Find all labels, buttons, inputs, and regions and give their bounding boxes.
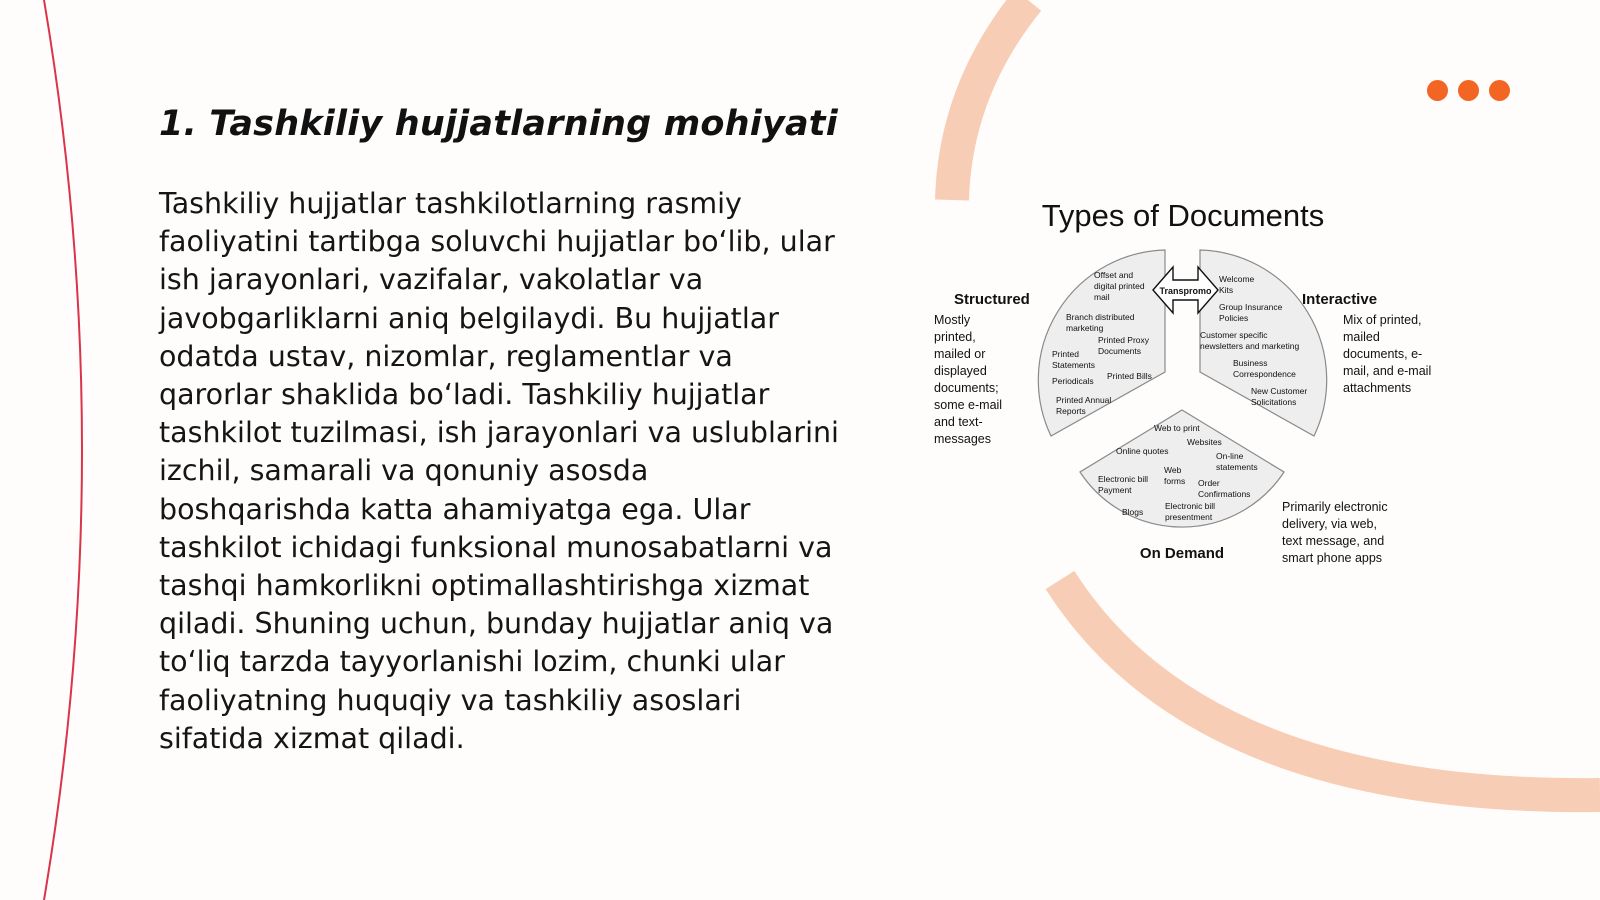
interactive-description [1343,313,1431,395]
desc-line: messages [934,432,991,446]
three-dots-icon[interactable] [1427,80,1510,101]
wedge-item: Periodicals [1052,376,1094,386]
desc-line: some e-mail [934,398,1003,412]
desc-line: Mix of printed, [1343,313,1422,327]
desc-line: mailed [1343,330,1380,344]
wedge-item: Solicitations [1251,397,1297,407]
desc-line: printed, [934,330,976,344]
structured-label: Structured [954,291,1030,308]
wedge-item: Statements [1052,360,1095,370]
wedge-item: Branch distributed [1066,312,1135,322]
wedge-item: Blogs [1122,507,1144,517]
slide-body-text: Tashkiliy hujjatlar tashkilotlarning rasmiy faoliyatini tartibga soluvchi hujjatlar bo‘lib, ular ish jarayonlari, vazifalar, vakolatlar va javobgarliklarni aniq belgilaydi. Bu hujjatlar odatda ustav, nizomlar, reglamentlar va qarorlar shaklida bo‘ladi. Tashkiliy hujjatlar tashkilot tuzilmasi, ish jarayonlari va uslublarini izchil, samarali va qonuniy asosda boshqarishda katta ahamiyatga ega. Ular tashkilot ichidagi funksional munosabatlarni va tashqi hamkorlikni optimallashtirishga xizmat qiladi. Shuning uchun, bunday hujjatlar aniq va to‘liq tarzda tayyorlanishi lozim, chunki ular faoliyatning huquqiy va tashkiliy asoslari sifatida xizmat qiladi. [159,187,839,755]
diagram-title: Types of Documents [1041,198,1325,233]
on-demand-label: On Demand [1139,545,1225,562]
transpromo-label: Transpromo [1159,286,1212,296]
desc-line: attachments [1343,381,1412,395]
wedge-item: Documents [1098,346,1141,356]
wedge-item: Printed Bills [1107,371,1152,381]
wedge-item: Electronic bill [1165,501,1216,511]
dot-icon [1458,80,1479,101]
wedge-item: Group Insurance [1219,302,1283,312]
dot-icon [1427,80,1448,101]
wedge-item: Printed Annual [1056,395,1112,405]
desc-line: Primarily electronic [1282,500,1388,514]
desc-line: mailed or [934,347,986,361]
wedge-item: Web to print [1154,423,1200,433]
bottom-accent-arc [1060,580,1600,795]
wedge-item: Printed [1052,349,1079,359]
interactive-label: Interactive [1302,291,1378,308]
wedge-item: digital printed [1094,281,1145,291]
wedge-item: Order [1198,478,1220,488]
wedge-item: Business [1233,358,1268,368]
desc-line: delivery, via web, [1282,517,1377,531]
wedge-item: Payment [1098,485,1132,495]
wedge-item: Printed Proxy [1098,335,1150,345]
wedge-item: forms [1164,476,1186,486]
wedge-item: marketing [1066,323,1104,333]
desc-line: smart phone apps [1282,551,1383,565]
wedge-item: Welcome [1219,274,1255,284]
wedge-item: New Customer [1251,386,1308,396]
wedge-item: Correspondence [1233,369,1296,379]
wedge-item: Web [1164,465,1182,475]
slide-title: 1. Tashkiliy hujjatlarning mohiyati [159,104,838,144]
wedge-item: Kits [1219,285,1234,295]
desc-line: text message, and [1282,534,1385,548]
structured-description [934,313,1002,446]
left-accent-curve [44,0,82,900]
wedge-item: Offset and [1094,270,1134,280]
desc-line: mail, and e-mail [1343,364,1432,378]
desc-line: displayed [934,364,987,378]
wedge-item: Online quotes [1116,446,1169,456]
wedge-item: Websites [1187,437,1222,447]
desc-line: Mostly [934,313,971,327]
wedge-item: On-line [1216,451,1244,461]
wedge-item: Customer specific [1200,330,1268,340]
dot-icon [1489,80,1510,101]
types-of-documents-diagram [934,188,1480,588]
wedge-item: mail [1094,292,1110,302]
wedge-item: Confirmations [1198,489,1251,499]
wedge-item: Policies [1219,313,1249,323]
desc-line: documents, e- [1343,347,1423,361]
desc-line: and text- [934,415,983,429]
wedge-item: statements [1216,462,1258,472]
wedge-item: presentment [1165,512,1213,522]
top-accent-arc [952,0,1028,200]
wedge-item: Electronic bill [1098,474,1149,484]
on-demand-description [1282,500,1388,565]
desc-line: documents; [934,381,999,395]
wedge-item: Reports [1056,406,1086,416]
wedge-item: newsletters and marketing [1200,341,1300,351]
